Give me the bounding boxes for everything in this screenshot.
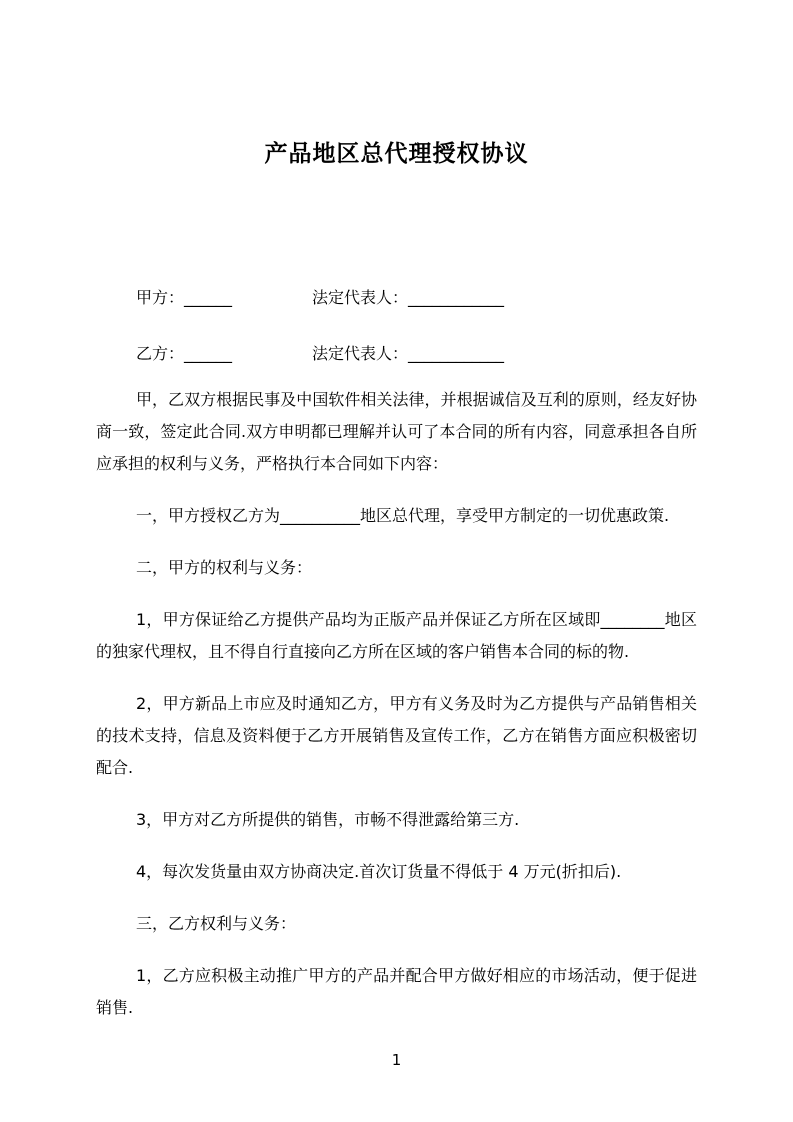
party-b-representative-blank-line: ____________ bbox=[408, 344, 505, 363]
party-b-representative-field bbox=[312, 338, 504, 370]
party-a-representative-label: 法定代表人： bbox=[312, 288, 409, 307]
party-a-representative-field bbox=[312, 282, 504, 314]
page-number: 1 bbox=[391, 1051, 402, 1069]
paragraph-section-3-heading: 三，乙方权利与义务： bbox=[136, 914, 297, 933]
paragraph-section-2-item-4: 4，每次发货量由双方协商决定.首次订货量不得低于 4 万元(折扣后). bbox=[136, 862, 622, 881]
paragraph-intro: 甲，乙双方根据民事及中国软件相关法律，并根据诚信及互利的原则，经友好协商一致，签定此合同.双方申明都已理解并认可了本合同的所有内容，同意承担各自所应承担的权利与义务，严格执行本合同如下内容： bbox=[96, 390, 697, 473]
paragraph-section-3-item-1: 1，乙方应积极主动推广甲方的产品并配合甲方做好相应的市场活动，便于促进销售. bbox=[96, 966, 697, 1017]
paragraph-section-2-heading: 二，甲方的权利与义务： bbox=[136, 558, 313, 577]
party-a-field bbox=[136, 282, 312, 314]
party-row-a bbox=[96, 282, 697, 314]
paragraph-clause-1: 一，甲方授权乙方为__________地区总代理，享受甲方制定的一切优惠政策. bbox=[136, 506, 670, 525]
party-row-b bbox=[96, 338, 697, 370]
party-b-label: 乙方： bbox=[136, 344, 185, 363]
party-a-representative-blank-line: ____________ bbox=[408, 288, 505, 307]
party-b-representative-label: 法定代表人： bbox=[312, 344, 409, 363]
paragraph-section-2-item-1: 1，甲方保证给乙方提供产品均为正版产品并保证乙方所在区域即________地区的独家代理权，且不得自行直接向乙方所在区域的客户销售本合同的标的物. bbox=[96, 610, 697, 661]
party-b-blank-line: ______ bbox=[184, 344, 233, 363]
party-a-blank-line: ______ bbox=[184, 288, 233, 307]
document-title: 产品地区总代理授权协议 bbox=[264, 141, 529, 167]
paragraph-section-2-item-3: 3，甲方对乙方所提供的销售，市畅不得泄露给第三方. bbox=[136, 810, 520, 829]
party-a-label: 甲方： bbox=[136, 288, 185, 307]
paragraph-section-2-item-2: 2，甲方新品上市应及时通知乙方，甲方有义务及时为乙方提供与产品销售相关的技术支持，信息及资料便于乙方开展销售及宣传工作，乙方在销售方面应积极密切配合. bbox=[96, 694, 697, 777]
party-b-field bbox=[136, 338, 312, 370]
